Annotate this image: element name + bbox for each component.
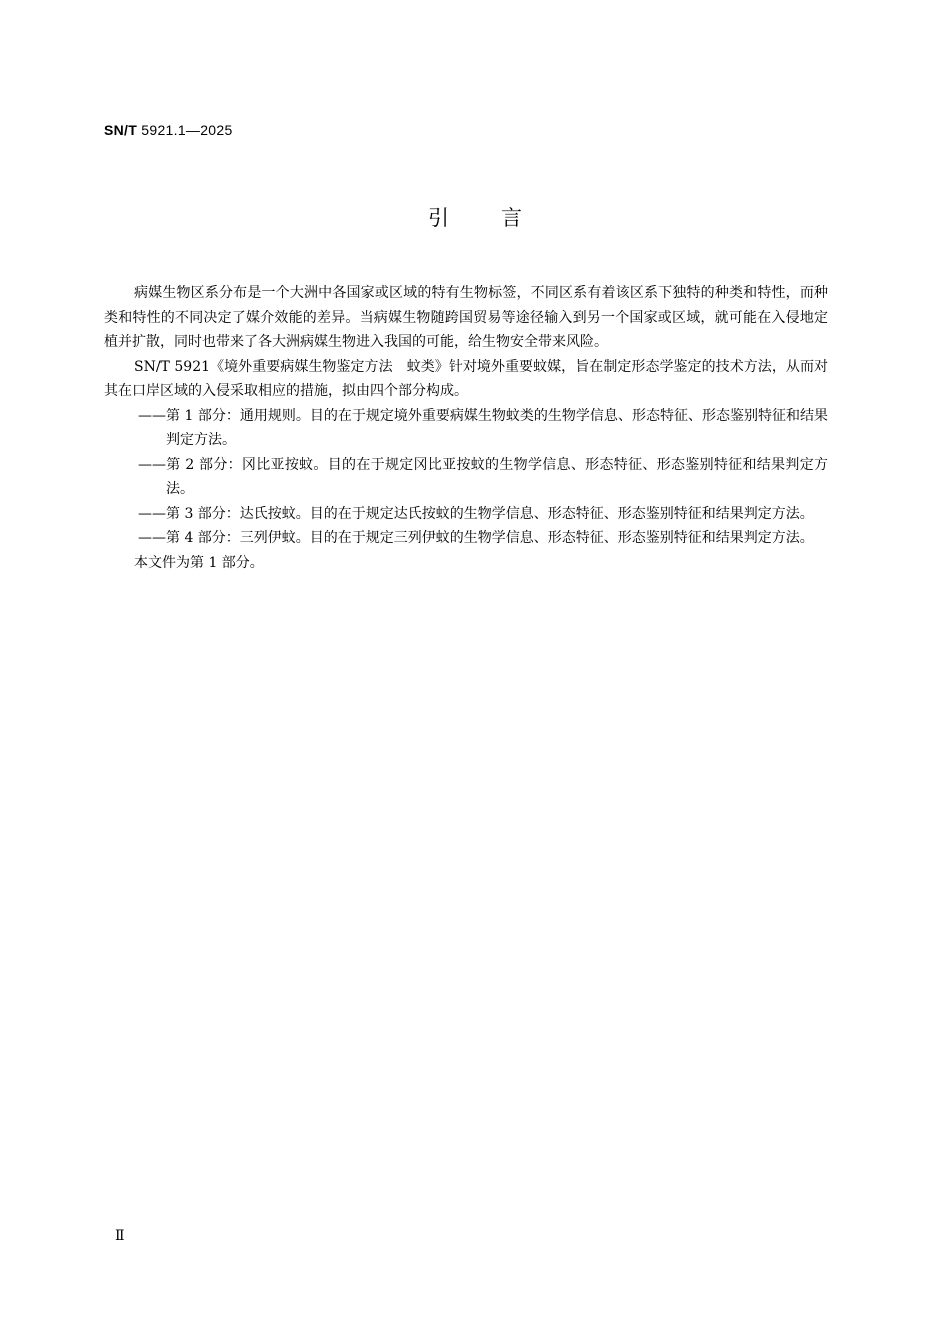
intro-paragraph-2: SN/T 5921《境外重要病媒生物鉴定方法 蚊类》针对境外重要蚊媒，旨在制定形态学鉴定的技术方法，从而对其在口岸区域的入侵采取相应的措施，拟由四个部分构成。 — [104, 358, 828, 399]
intro-paragraph-1: 病媒生物区系分布是一个大洲中各国家或区域的特有生物标签，不同区系有着该区系下独特的种类和特性，而种类和特性的不同决定了媒介效能的差异。当病媒生物随跨国贸易等途径输入到另一个国家或区域，就可能在入侵地定植并扩散，同时也带来了各大洲病媒生物进入我国的可能，给生物安全带来风险。 — [104, 285, 828, 350]
page-title: 引言 — [428, 206, 574, 230]
introduction-body — [104, 281, 828, 575]
part-item-2: ——第 2 部分：冈比亚按蚊。目的在于规定冈比亚按蚊的生物学信息、形态特征、形态鉴别特征和结果判定方法。 — [138, 456, 828, 497]
part-item-3: ——第 3 部分：达氏按蚊。目的在于规定达氏按蚊的生物学信息、形态特征、形态鉴别特征和结果判定方法。 — [138, 505, 814, 522]
standard-code: 5921.1—2025 — [141, 122, 233, 138]
standard-prefix: SN/T — [104, 122, 138, 138]
standard-number — [104, 122, 233, 138]
part-item-1: ——第 1 部分：通用规则。目的在于规定境外重要病媒生物蚊类的生物学信息、形态特征、形态鉴别特征和结果判定方法。 — [138, 407, 828, 448]
page-number: Ⅱ — [115, 1228, 125, 1244]
closing-statement: 本文件为第 1 部分。 — [134, 554, 264, 571]
part-item-4: ——第 4 部分：三列伊蚊。目的在于规定三列伊蚊的生物学信息、形态特征、形态鉴别特征和结果判定方法。 — [138, 530, 814, 546]
